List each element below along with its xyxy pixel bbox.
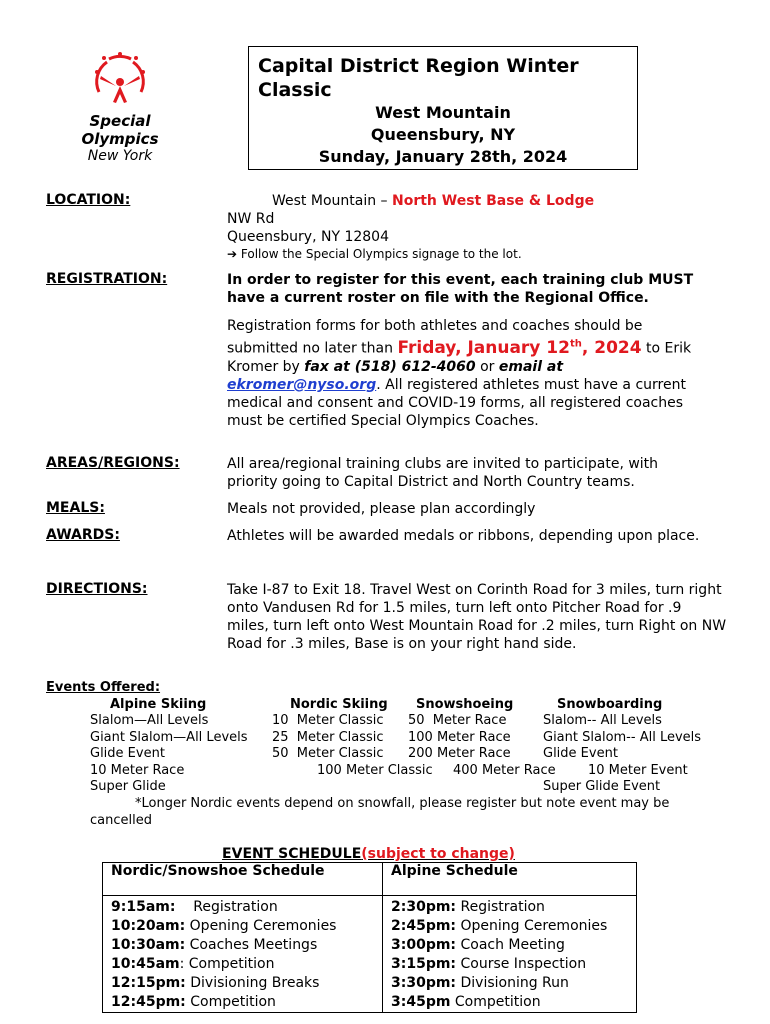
- schedule-title-note: (subject to change): [361, 846, 515, 862]
- event-snowboard-4: 10 Meter Event: [588, 763, 688, 778]
- schedule-time: 9:15am:: [111, 899, 176, 915]
- venue-city: Queensbury, NY: [370, 125, 516, 144]
- event-snowshoe-3: 200 Meter Race: [408, 746, 511, 761]
- venue-name: West Mountain: [375, 103, 511, 122]
- title-box: [248, 46, 638, 170]
- registration-fax: fax at (518) 612-4060: [304, 358, 476, 375]
- deadline-year: , 2024: [581, 337, 642, 358]
- schedule-event: Registration: [193, 899, 278, 915]
- alpine-schedule: [383, 896, 637, 1013]
- events-header-snowboard: Snowboarding: [557, 697, 663, 712]
- schedule-event: Course Inspection: [460, 956, 587, 972]
- nordic-schedule-header: Nordic/Snowshoe Schedule: [103, 863, 383, 896]
- directions-text: Take I-87 to Exit 18. Travel West on Corinth Road for 3 miles, turn right onto Vandusen Rd for 1.5 miles, turn left onto Pitcher Road for .9 miles, turn left onto West Mountain Road for .2 miles, turn Right on NW Road for .3 miles, Base is on your right hand side.: [227, 582, 727, 652]
- list-item: [391, 898, 628, 917]
- registration-deadline: [397, 338, 641, 358]
- meals-text: Meals not provided, please plan accordingly: [227, 501, 536, 517]
- schedule-time: 2:45pm:: [391, 918, 457, 934]
- schedule-time: 3:45pm: [391, 994, 451, 1010]
- location-label: LOCATION:: [46, 192, 131, 208]
- event-title: Capital District Region Winter Classic: [258, 55, 579, 101]
- schedule-event: Divisioning Run: [460, 975, 569, 991]
- deadline-date: Friday, January 12: [397, 337, 570, 358]
- nordic-schedule: [103, 896, 383, 1013]
- directions-label: DIRECTIONS:: [46, 581, 148, 597]
- events-header-nordic: Nordic Skiing: [290, 697, 388, 712]
- schedule-time: 3:30pm:: [391, 975, 457, 991]
- event-nordic-4: 100 Meter Classic: [317, 763, 433, 778]
- areas-label: AREAS/REGIONS:: [46, 455, 180, 471]
- registration-requirement: In order to register for this event, each training club MUST have a current roster on file with the Regional Office.: [227, 272, 694, 306]
- list-item: [111, 936, 374, 955]
- registration-label: REGISTRATION:: [46, 271, 168, 287]
- event-snowboard-1: Slalom-- All Levels: [543, 713, 662, 728]
- list-item: [391, 936, 628, 955]
- schedule-table: [102, 862, 637, 1013]
- schedule-event: Competition: [190, 994, 276, 1010]
- logo-line-2: Olympics: [81, 130, 159, 148]
- schedule-time: 12:15pm:: [111, 975, 186, 991]
- special-olympics-emblem-icon: [87, 52, 153, 112]
- event-snowshoe-4: 400 Meter Race: [453, 763, 556, 778]
- list-item: [391, 955, 628, 974]
- list-item: [111, 917, 374, 936]
- schedule-time: 10:45am: [111, 956, 180, 972]
- schedule-time: 10:30am:: [111, 937, 186, 953]
- registration-text-2: to Erik Kromer by: [227, 340, 692, 375]
- list-item: [111, 955, 374, 974]
- location-body: [227, 192, 727, 263]
- event-snowboard-3: Glide Event: [543, 746, 618, 761]
- location-address1: NW Rd: [227, 211, 275, 227]
- list-item: [391, 917, 628, 936]
- logo-line-3: New York: [87, 148, 153, 164]
- event-snowboard-5: Super Glide Event: [543, 779, 661, 794]
- deadline-sup: th: [569, 338, 582, 349]
- awards-text: Athletes will be awarded medals or ribbons, depending upon place.: [227, 528, 700, 544]
- list-item: [391, 993, 628, 1012]
- event-snowshoe-2: 100 Meter Race: [408, 730, 511, 745]
- events-note: *Longer Nordic events depend on snowfall, please register but note event may be cancelled: [90, 796, 670, 828]
- event-alpine-4: 10 Meter Race: [90, 763, 185, 778]
- event-snowshoe-1: 50 Meter Race: [408, 713, 507, 728]
- event-alpine-3: Glide Event: [90, 746, 165, 761]
- schedule-event: Divisioning Breaks: [190, 975, 320, 991]
- arrow-icon: ➔: [227, 247, 238, 261]
- schedule-title-text: EVENT SCHEDULE: [222, 846, 362, 862]
- schedule-event: Opening Ceremonies: [189, 918, 337, 934]
- event-alpine-5: Super Glide: [90, 779, 166, 794]
- registration-email-prefix: email at: [498, 358, 564, 375]
- events-header-alpine: Alpine Skiing: [110, 697, 207, 712]
- registration-text-3: or: [475, 358, 499, 375]
- location-place: West Mountain –: [272, 193, 392, 209]
- event-nordic-3: 50 Meter Classic: [272, 746, 384, 761]
- awards-label: AWARDS:: [46, 527, 120, 543]
- events-heading: Events Offered:: [46, 680, 161, 695]
- location-highlight: North West Base & Lodge: [392, 193, 595, 209]
- registration-email-link[interactable]: ekromer@nyso.org: [227, 376, 377, 393]
- areas-text: All area/regional training clubs are invited to participate, with priority going to Capital District and North Country teams.: [227, 456, 659, 490]
- schedule-event: Coaches Meetings: [189, 937, 318, 953]
- event-snowboard-2: Giant Slalom-- All Levels: [543, 730, 702, 745]
- event-alpine-1: Slalom—All Levels: [90, 713, 209, 728]
- registration-body: [227, 271, 702, 430]
- schedule-title: [100, 846, 637, 862]
- schedule-time: 10:20am:: [111, 918, 186, 934]
- schedule-event: : Competition: [179, 956, 275, 972]
- special-olympics-logo: [70, 52, 170, 164]
- schedule-time: 12:45pm:: [111, 994, 186, 1010]
- schedule-event: Coach Meeting: [460, 937, 565, 953]
- registration-text-1: Registration forms for both athletes and coaches should be submitted no later than: [227, 318, 643, 357]
- event-nordic-2: 25 Meter Classic: [272, 730, 384, 745]
- events-header-snowshoe: Snowshoeing: [416, 697, 514, 712]
- list-item: [111, 974, 374, 993]
- list-item: [391, 974, 628, 993]
- schedule-time: 3:00pm:: [391, 937, 457, 953]
- event-alpine-2: Giant Slalom—All Levels: [90, 730, 248, 745]
- location-note: Follow the Special Olympics signage to the lot.: [240, 247, 522, 261]
- event-date: Sunday, January 28th, 2024: [318, 147, 568, 166]
- list-item: [111, 898, 374, 917]
- schedule-event: Competition: [454, 994, 541, 1010]
- schedule-time: 2:30pm:: [391, 899, 457, 915]
- alpine-schedule-header: Alpine Schedule: [383, 863, 637, 896]
- list-item: [111, 993, 374, 1012]
- meals-label: MEALS:: [46, 500, 105, 516]
- schedule-event: Registration: [460, 899, 545, 915]
- registration-text-4: . All registered athletes must have a current medical and consent and COVID-19 forms, all registered coaches must be certified Special Olympics Coaches.: [227, 376, 686, 429]
- event-nordic-1: 10 Meter Classic: [272, 713, 384, 728]
- schedule-event: Opening Ceremonies: [460, 918, 608, 934]
- logo-line-1: Special: [89, 112, 151, 130]
- schedule-time: 3:15pm:: [391, 956, 457, 972]
- location-address2: Queensbury, NY 12804: [227, 229, 389, 245]
